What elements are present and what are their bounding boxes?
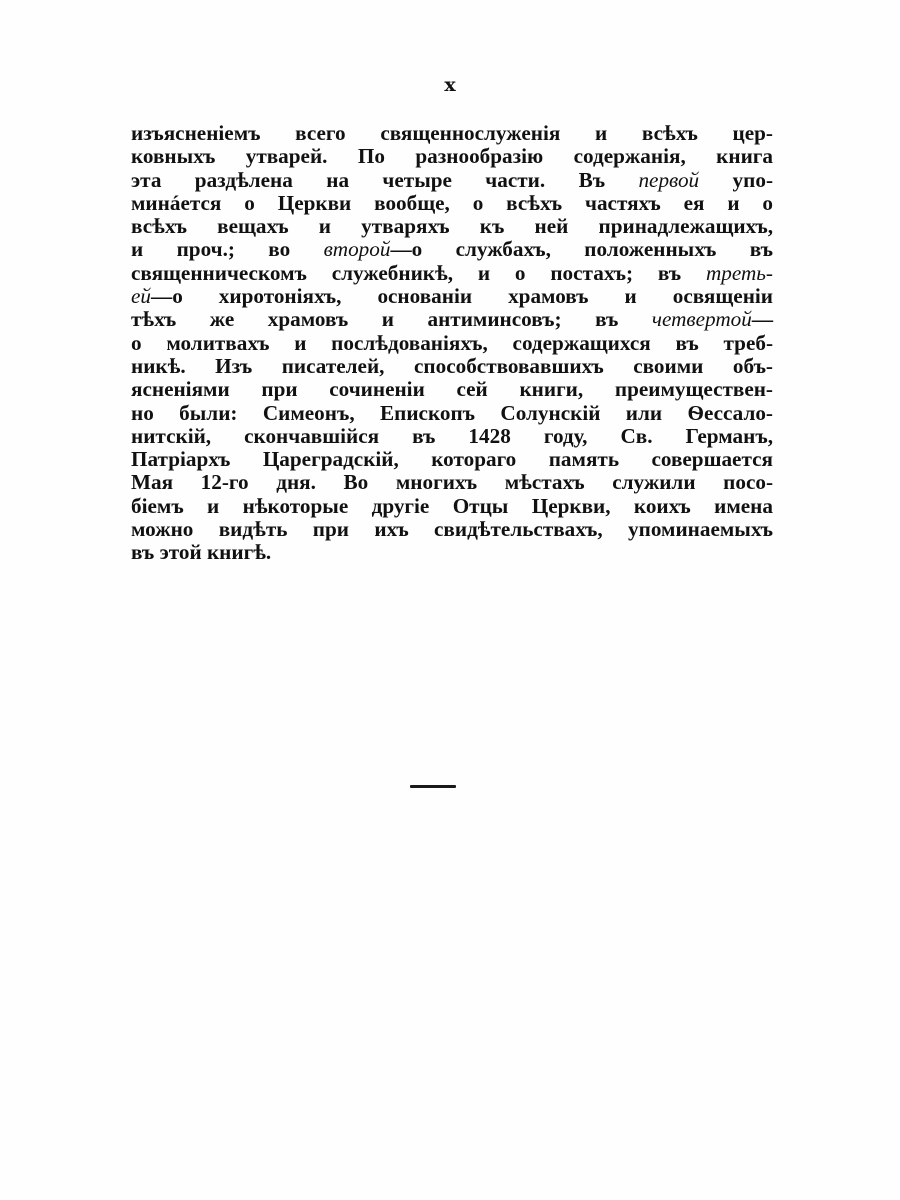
text-run: но были: Симеонъ, Епископъ Солунскій или Ѳессало- bbox=[131, 400, 773, 425]
text-line bbox=[131, 332, 773, 355]
text-line bbox=[131, 215, 773, 238]
text-run: нитскій, скончавшійся въ 1428 году, Св. Германъ, bbox=[131, 423, 773, 448]
text-run: упо- bbox=[699, 167, 773, 192]
text-line bbox=[131, 355, 773, 378]
text-line bbox=[131, 541, 773, 564]
italic-text: ей bbox=[131, 284, 151, 309]
text-run: священническомъ служебникѣ, и о постахъ; въ bbox=[131, 260, 706, 285]
text-run: никѣ. Изъ писателей, способствовавшихъ своими объ- bbox=[131, 353, 773, 378]
text-run: тѣхъ же храмовъ и антиминсовъ; въ bbox=[131, 307, 652, 332]
text-run: Мая 12-го дня. Во многихъ мѣстахъ служили посо- bbox=[131, 470, 773, 495]
text-line bbox=[131, 262, 773, 285]
text-line bbox=[131, 192, 773, 215]
text-run: Патріархъ Цареградскій, котораго память совершается bbox=[131, 447, 773, 472]
text-run: — bbox=[751, 307, 773, 332]
page-number: x bbox=[444, 74, 456, 96]
text-run: и проч.; во bbox=[131, 237, 324, 262]
text-run: —о службахъ, положенныхъ въ bbox=[390, 237, 774, 262]
text-run: эта раздѣлена на четыре части. Въ bbox=[131, 167, 639, 192]
text-line bbox=[131, 285, 773, 308]
text-line bbox=[131, 425, 773, 448]
text-line bbox=[131, 448, 773, 471]
section-end-rule bbox=[410, 785, 456, 788]
text-run: —о хиротоніяхъ, основаніи храмовъ и освященіи bbox=[151, 284, 773, 309]
text-line bbox=[131, 122, 773, 145]
text-run: въ этой книгѣ. bbox=[131, 540, 272, 565]
text-line bbox=[131, 238, 773, 261]
text-line bbox=[131, 308, 773, 331]
italic-text: треть- bbox=[705, 260, 773, 285]
text-run: о молитвахъ и послѣдованіяхъ, содержащихся въ треб- bbox=[131, 330, 773, 355]
text-line bbox=[131, 471, 773, 494]
text-line bbox=[131, 378, 773, 401]
body-paragraph bbox=[131, 122, 773, 565]
italic-text: первой bbox=[638, 167, 700, 192]
italic-text: четвертой bbox=[651, 307, 752, 332]
text-run: минáется о Церкви вообще, о всѣхъ частяхъ ея и о bbox=[131, 190, 773, 215]
text-line bbox=[131, 518, 773, 541]
text-line bbox=[131, 169, 773, 192]
text-line bbox=[131, 402, 773, 425]
text-run: можно видѣть при ихъ свидѣтельствахъ, упоминаемыхъ bbox=[131, 517, 773, 542]
text-run: изъясненіемъ всего священнослуженія и всѣхъ цер- bbox=[131, 121, 773, 145]
text-run: всѣхъ вещахъ и утваряхъ къ ней принадлежащихъ, bbox=[131, 214, 773, 239]
text-run: ясненіями при сочиненіи сей книги, преимуществен- bbox=[131, 377, 773, 402]
text-run: біемъ и нѣкоторые другіе Отцы Церкви, коихъ имена bbox=[131, 493, 773, 518]
text-run: ковныхъ утварей. По разнообразію содержанія, книга bbox=[131, 144, 773, 169]
text-line bbox=[131, 145, 773, 168]
text-line bbox=[131, 495, 773, 518]
italic-text: второй bbox=[323, 237, 391, 262]
